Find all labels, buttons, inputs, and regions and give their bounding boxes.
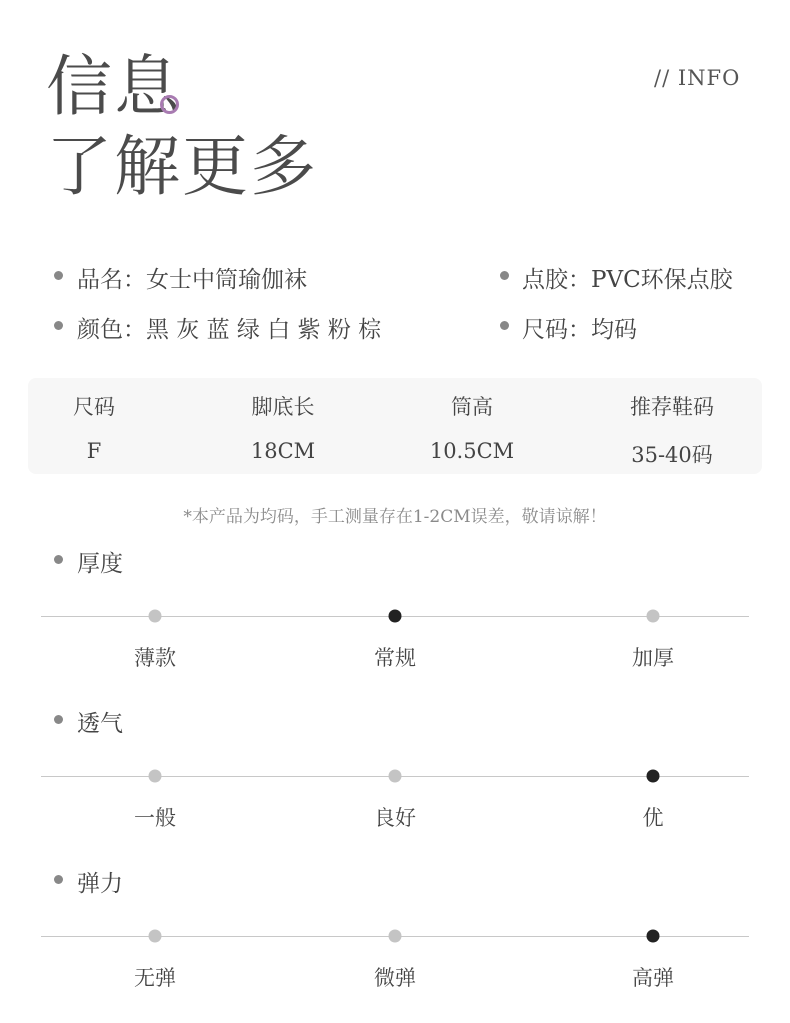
scale-point	[389, 930, 402, 943]
bullet-icon	[54, 715, 63, 724]
spec-size: 尺码：均码	[522, 317, 637, 343]
table-header: 推荐鞋码	[630, 395, 714, 419]
scale-label: 高弹	[632, 966, 674, 990]
table-cell: 18CM	[250, 439, 316, 463]
scale-point-active	[389, 610, 402, 623]
table-header: 筒高	[451, 395, 493, 419]
table-header: 脚底长	[251, 395, 315, 419]
attribute-title: 弹力	[77, 871, 123, 897]
table-cell: 35-40码	[631, 443, 713, 467]
scale-point	[647, 610, 660, 623]
table-cell: F	[86, 439, 102, 463]
scale-label: 优	[642, 806, 664, 830]
scale-point	[389, 770, 402, 783]
bullet-icon	[54, 875, 63, 884]
scale-label: 常规	[374, 646, 416, 670]
spec-glue: 点胶：PVC环保点胶	[522, 267, 733, 293]
spec-name: 品名：女士中筒瑜伽袜	[77, 267, 307, 293]
spec-colors: 颜色：黑 灰 蓝 绿 白 紫 粉 棕	[77, 317, 382, 343]
scale-point-active	[647, 930, 660, 943]
bullet-icon	[54, 555, 63, 564]
scale-label: 薄款	[134, 646, 176, 670]
title-line-2: 了解更多	[46, 128, 318, 205]
bullet-icon	[500, 271, 509, 280]
scale-label: 无弹	[134, 966, 176, 990]
bullet-icon	[500, 321, 509, 330]
scale-label: 一般	[134, 806, 176, 830]
scale-point	[149, 930, 162, 943]
info-tag: // INFO	[654, 66, 741, 90]
scale-label: 微弹	[374, 966, 416, 990]
accent-ring-icon	[160, 95, 179, 114]
size-note: *本产品为均码，手工测量存在1-2CM误差，敬请谅解！	[183, 507, 607, 527]
scale-point	[149, 610, 162, 623]
attribute-title: 厚度	[77, 551, 123, 577]
table-cell: 10.5CM	[429, 439, 515, 463]
scale-point	[149, 770, 162, 783]
bullet-icon	[54, 271, 63, 280]
scale-point-active	[647, 770, 660, 783]
attribute-title: 透气	[77, 711, 123, 737]
title-line-1: 信息	[46, 48, 182, 125]
scale-label: 加厚	[632, 646, 674, 670]
scale-label: 良好	[374, 806, 416, 830]
bullet-icon	[54, 321, 63, 330]
table-header: 尺码	[73, 395, 115, 419]
